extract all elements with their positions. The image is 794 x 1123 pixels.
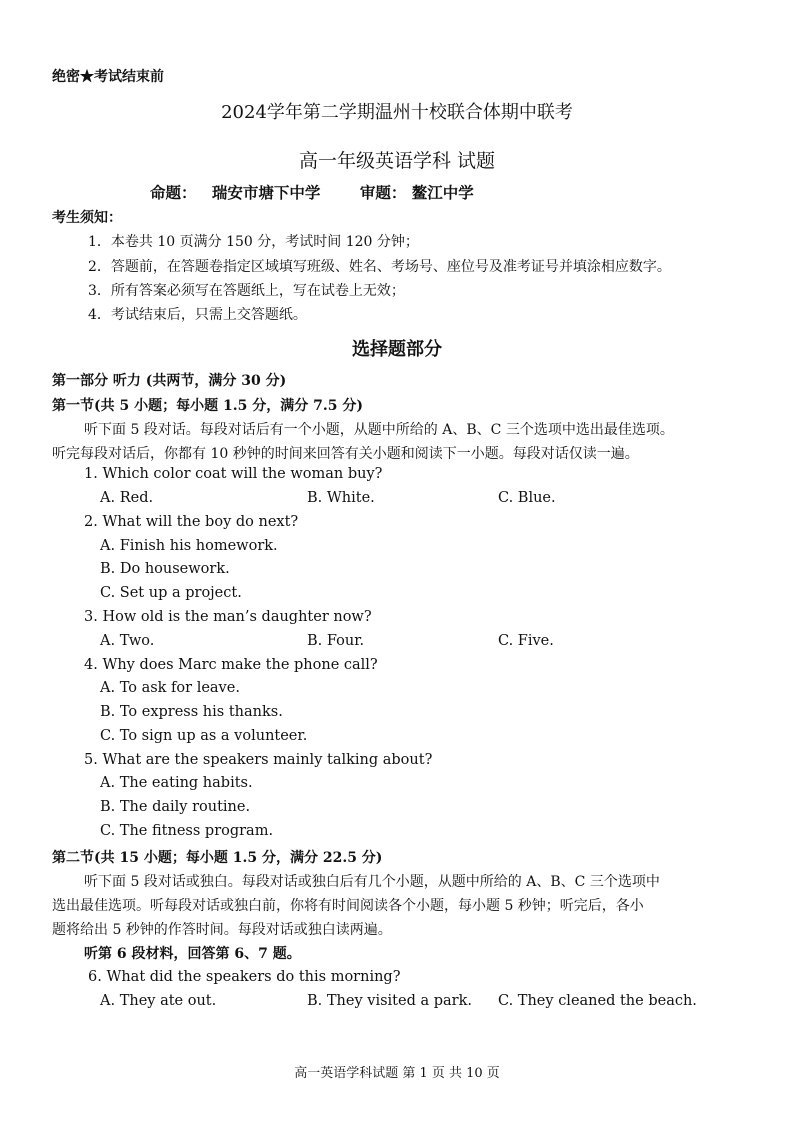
option-c: C. Blue. xyxy=(498,490,556,506)
option-a: A. To ask for leave. xyxy=(100,680,240,696)
question-stem: 6. What did the speakers do this morning? xyxy=(88,969,401,985)
subtitle: 高一年级英语学科 试题 xyxy=(298,150,496,172)
sec2-instruction: 题将给出 5 秒钟的作答时间。每段对话或独白读两遍。 xyxy=(52,922,392,938)
option-c: C. Set up a project. xyxy=(100,585,242,601)
notice-item: 4．考试结束后，只需上交答题纸。 xyxy=(88,307,307,323)
question-stem: 4. Why does Marc make the phone call? xyxy=(84,657,378,673)
option-a: A. Two. xyxy=(100,633,155,649)
option-c: C. They cleaned the beach. xyxy=(498,993,697,1009)
sec1-title: 第一节(共 5 小题；每小题 1.5 分，满分 7.5 分) xyxy=(52,398,363,414)
setter-row xyxy=(150,181,474,203)
material-heading: 听第 6 段材料，回答第 6、7 题。 xyxy=(84,946,301,962)
question-stem: 1. Which color coat will the woman buy? xyxy=(84,466,383,482)
question-stem: 5. What are the speakers mainly talking about? xyxy=(84,752,433,768)
option-b: B. To express his thanks. xyxy=(100,704,283,720)
exam-title: 2024学年第二学期温州十校联合体期中联考 xyxy=(221,102,573,123)
option-a: A. Finish his homework. xyxy=(100,538,278,554)
option-b: B. The daily routine. xyxy=(100,799,251,815)
option-c: C. The fitness program. xyxy=(100,823,274,839)
setter-label: 命题： xyxy=(150,183,197,202)
option-a: A. Red. xyxy=(100,490,154,506)
option-c: C. To sign up as a volunteer. xyxy=(100,728,308,744)
option-c: C. Five. xyxy=(498,633,554,649)
option-b: B. White. xyxy=(307,490,375,506)
setter: 瑞安市塘下中学 xyxy=(211,183,321,202)
question-stem: 2. What will the boy do next? xyxy=(84,514,299,530)
sec1-instruction: 听下面 5 段对话。每段对话后有一个小题，从题中所给的 A、B、C 三个选项中选出最佳选项。 xyxy=(84,422,674,438)
option-b: B. Do housework. xyxy=(100,561,230,577)
sec2-instruction: 听下面 5 段对话或独白。每段对话或独白后有几个小题，从题中所给的 A、B、C 三个选项中 xyxy=(84,874,660,890)
notice-item: 2．答题前，在答题卷指定区域填写班级、姓名、考场号、座位号及准考证号并填涂相应数字。 xyxy=(88,259,671,275)
section-title: 选择题部分 xyxy=(352,339,442,360)
notice-item: 3．所有答案必须写在答题纸上，写在试卷上无效； xyxy=(88,283,405,299)
reviewer: 鳌江中学 xyxy=(411,183,474,202)
notice-item: 1．本卷共 10 页满分 150 分，考试时间 120 分钟； xyxy=(88,234,419,250)
reviewer-label: 审题： xyxy=(359,183,407,202)
option-a: A. They ate out. xyxy=(100,993,217,1009)
option-b: B. Four. xyxy=(307,633,365,649)
option-a: A. The eating habits. xyxy=(100,775,253,791)
option-b: B. They visited a park. xyxy=(307,993,472,1009)
question-stem: 3. How old is the man’s daughter now? xyxy=(84,609,372,625)
part1-title: 第一部分 听力 (共两节，满分 30 分) xyxy=(52,373,287,389)
sec2-instruction: 选出最佳选项。听每段对话或独白前，你将有时间阅读各个小题，每小题 5 秒钟；听完后，各小 xyxy=(52,898,644,914)
page-footer: 高一英语学科试题 第 1 页 共 10 页 xyxy=(294,1066,500,1081)
sec1-instruction: 听完每段对话后，你都有 10 秒钟的时间来回答有关小题和阅读下一小题。每段对话仅读一遍。 xyxy=(52,446,639,462)
secret-label: 绝密★考试结束前 xyxy=(52,69,164,85)
notice-heading: 考生须知： xyxy=(52,210,122,226)
sec2-title: 第二节(共 15 小题；每小题 1.5 分，满分 22.5 分) xyxy=(52,850,383,866)
